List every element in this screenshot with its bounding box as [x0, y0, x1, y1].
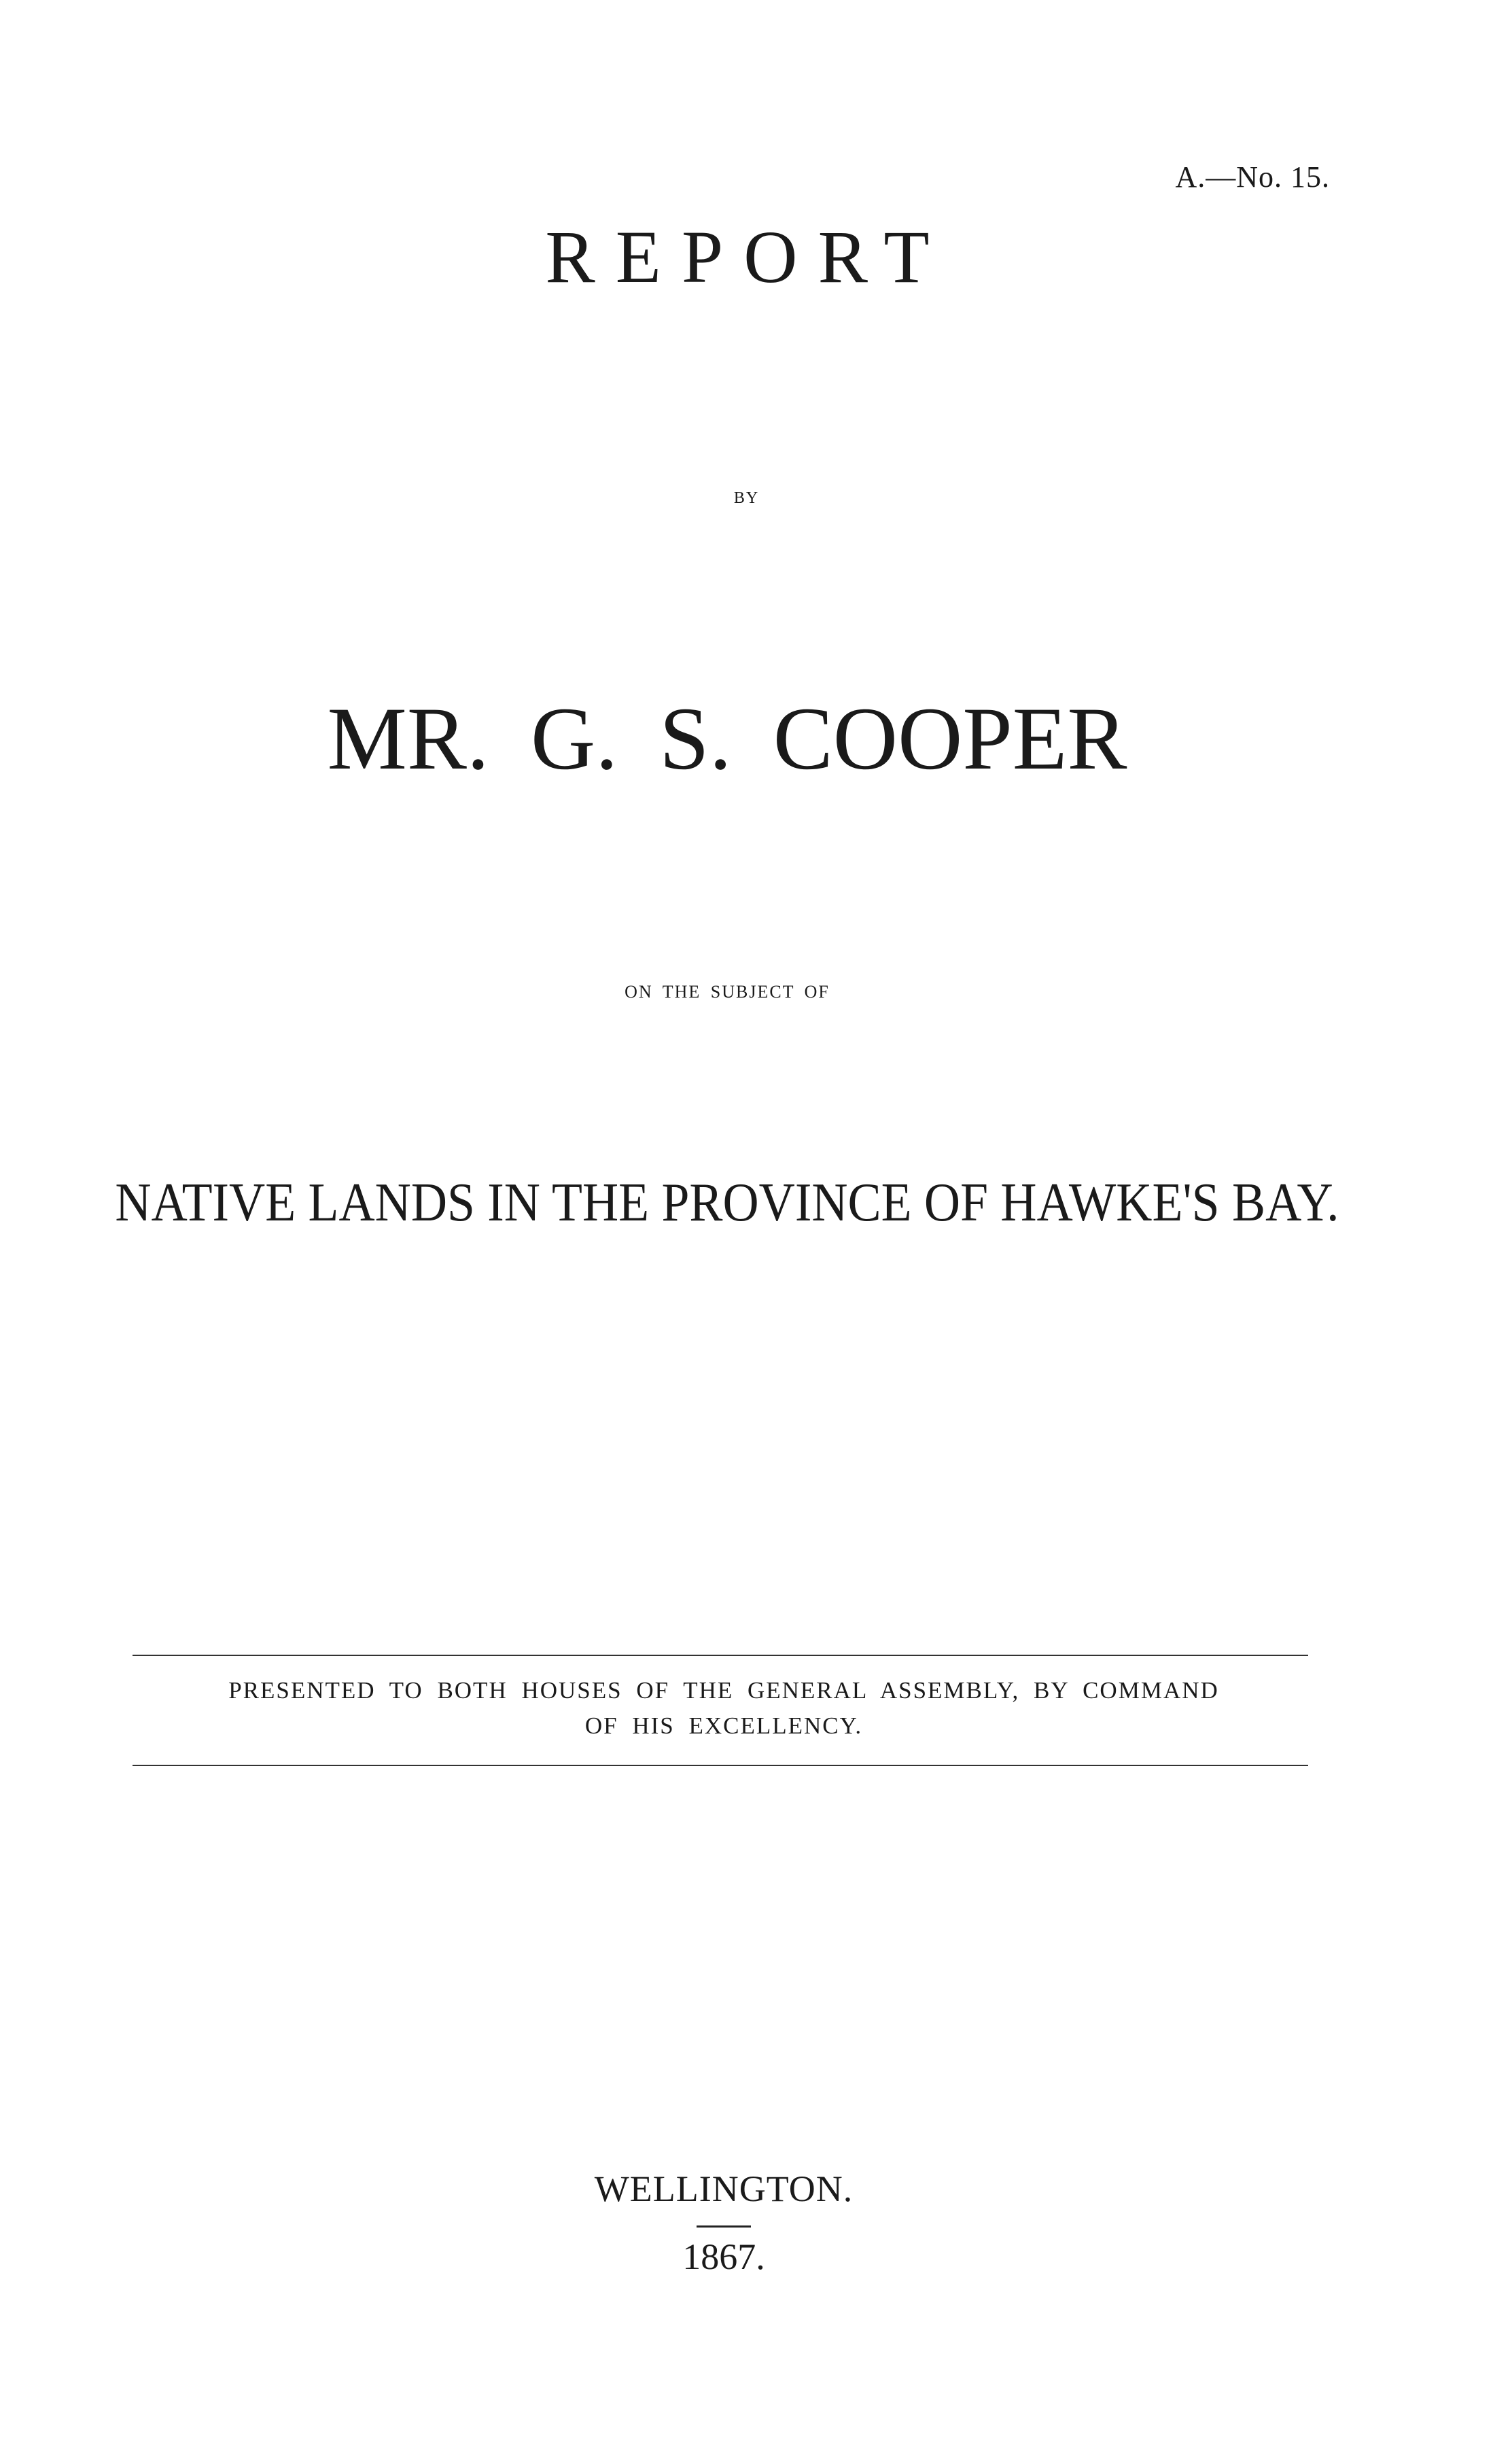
presented-line-2: OF HIS EXCELLENCY. [584, 1712, 863, 1739]
year-divider [697, 2225, 751, 2228]
top-divider [133, 1655, 1308, 1656]
by-line: BY [733, 489, 760, 507]
presented-line-1: PRESENTED TO BOTH HOUSES OF THE GENERAL ASSEMBLY, BY COMMAND [228, 1677, 1219, 1704]
subject-intro: ON THE SUBJECT OF [625, 982, 830, 1002]
main-subject: NATIVE LANDS IN THE PROVINCE OF HAWKE'S BAY. [115, 1173, 1339, 1233]
document-title: REPORT [545, 215, 950, 298]
author-name: MR. G. S. COOPER [327, 688, 1127, 788]
bottom-divider [133, 1765, 1308, 1766]
paper-number: A.—No. 15. [1175, 160, 1330, 194]
place-of-publication: WELLINGTON. [594, 2168, 854, 2209]
publication-year: 1867. [682, 2236, 765, 2277]
